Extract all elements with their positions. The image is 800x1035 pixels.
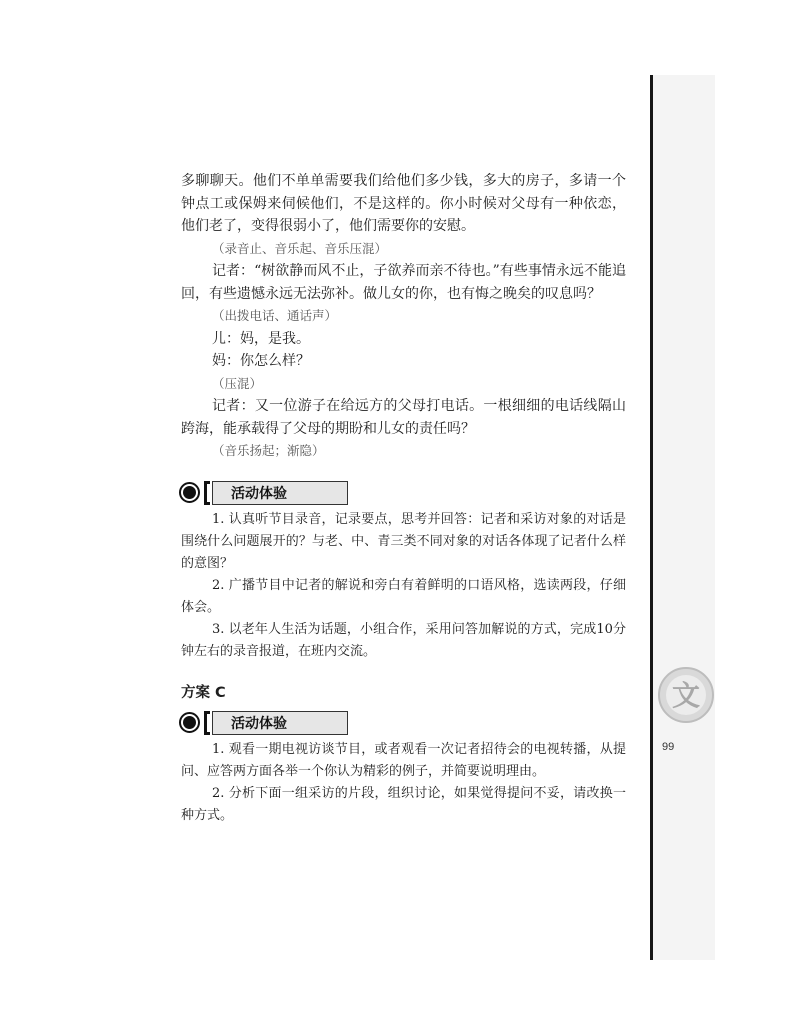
paragraph: 记者：“树欲静而风不止，子欲养而亲不待也。”有些事情永远不能追回，有些遗憾永远无法弥补。做儿女的你，也有悔之晚矣的叹息吗？ <box>181 263 626 302</box>
plan-title: 方案 C <box>181 684 226 701</box>
activity-item: 1. 认真听节目录音，记录要点，思考并回答：记者和采访对象的对话是围绕什么问题展开的？与老、中、青三类不同对象的对话各体现了记者什么样的意图？ <box>181 511 626 571</box>
stage-direction: （录音止、音乐起、音乐压混） <box>212 240 388 256</box>
page-number: 99 <box>662 741 675 753</box>
dialogue-line: 儿：妈，是我。 <box>212 330 310 347</box>
margin-band <box>653 75 715 960</box>
activity-heading <box>181 479 626 507</box>
stage-direction: （出拨电话、通话声） <box>212 308 338 323</box>
dialogue-line: 妈：你怎么样？ <box>212 353 310 369</box>
activity-banner: 活动体验 <box>212 481 348 505</box>
paragraph: 多聊聊天。他们不单单需要我们给他们多少钱，多大的房子，多请一个钟点工或保姆来伺候他们，不是这样的。你小时候对父母有一种依恋，他们老了，变得很弱小了，他们需要你的安慰。 <box>181 173 626 234</box>
bullet-icon <box>181 714 198 731</box>
activity-item: 2. 分析下面一组采访的片段，组织讨论，如果觉得提问不妥，请改换一种方式。 <box>181 785 626 823</box>
paragraph: 记者：又一位游子在给远方的父母打电话。一根细细的电话线隔山跨海，能承载得了父母的期盼和儿女的责任吗？ <box>181 398 626 437</box>
bullet-icon <box>181 484 198 501</box>
bracket-icon <box>204 711 210 735</box>
activity-heading <box>181 709 626 737</box>
page-body <box>181 170 626 827</box>
wen-emblem-icon <box>655 660 717 730</box>
activity-item: 1. 观看一期电视访谈节目，或者观看一次记者招待会的电视转播，从提问、应答两方面各举一个你认为精彩的例子，并简要说明理由。 <box>181 741 626 779</box>
activity-item: 3. 以老年人生活为话题，小组合作，采用问答加解说的方式，完成10分钟左右的录音报道，在班内交流。 <box>181 621 626 659</box>
bracket-icon <box>204 481 210 505</box>
stage-direction: （音乐扬起；渐隐） <box>212 443 325 458</box>
vertical-rule <box>650 75 653 960</box>
stage-direction: （压混） <box>212 375 263 391</box>
activity-item: 2. 广播节目中记者的解说和旁白有着鲜明的口语风格，选读两段，仔细体会。 <box>181 577 626 615</box>
activity-banner: 活动体验 <box>212 711 348 735</box>
emblem-glyph: 文 <box>671 679 701 712</box>
